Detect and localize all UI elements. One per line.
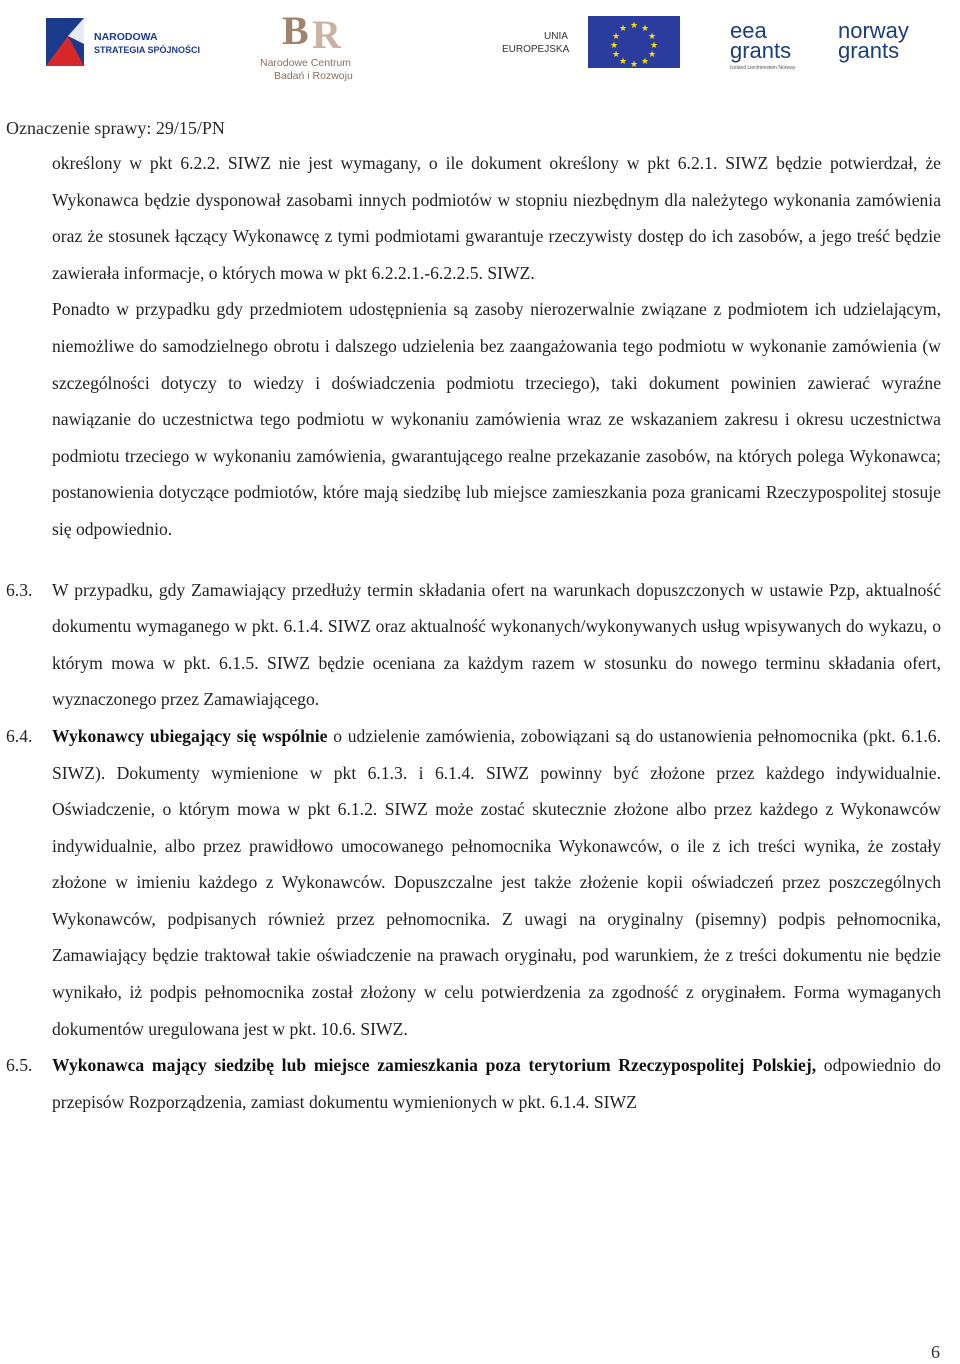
case-reference: Oznaczenie sprawy: 29/15/PN xyxy=(6,118,225,138)
eea-sub: Iceland Liechtenstein Norway xyxy=(730,65,796,71)
logo-header xyxy=(0,0,960,95)
norway-grants-logo xyxy=(836,16,956,72)
ue-line2: EUROPEJSKA xyxy=(502,44,570,55)
eu-logo xyxy=(498,14,682,70)
nsc-line2: STRATEGIA SPÓJNOŚCI xyxy=(94,45,201,55)
svg-text:★: ★ xyxy=(611,50,621,60)
section-text xyxy=(52,718,941,1047)
ue-line1: UNIA xyxy=(544,31,568,42)
spacer xyxy=(52,548,941,572)
section-lead-bold: Wykonawcy ubiegający się wspólnie xyxy=(52,725,328,746)
document-body xyxy=(6,145,941,1120)
norway-line2: grants xyxy=(838,38,900,63)
eea-line1: eea xyxy=(730,18,767,43)
section-6-4 xyxy=(6,718,941,1047)
section-body: odpowiednio do przepisów Rozporządzenia, zamiast dokumentu wymienionych w pkt. 6.1.4. SIWZ xyxy=(52,1055,941,1112)
svg-text:★: ★ xyxy=(647,50,657,60)
section-text: W przypadku, gdy Zamawiający przedłuży termin składania ofert na warunkach dopuszczonych w ustawie Pzp, aktualność dokumentu wymaganego w pkt. 6.1.4. SIWZ oraz aktualność wykonanych/wykonywanych usług wpisywanych do wykazu, o którym mowa w pkt. 6.1.5. SIWZ będzie oceniana za każdym razem w stosunku do nowego terminu składania ofert, wyznaczonego przez Zamawiającego. xyxy=(52,579,941,710)
svg-text:R: R xyxy=(312,12,341,57)
paragraph-continuation: określony w pkt 6.2.2. SIWZ nie jest wymagany, o ile dokument określony w pkt 6.2.1. SIWZ będzie potwierdzał, że Wykonawca będzie dysponował zasobami innych podmiotów w stopniu niezbędnym dla należytego wykonania zamówienia oraz że stosunek łączący Wykonawcę z tymi podmiotami gwarantuje rzeczywisty dostęp do ich zasobów, a jego treść będzie zawierała informacje, o których mowa w pkt 6.2.2.1.-6.2.2.5. SIWZ. xyxy=(52,153,941,283)
svg-text:★: ★ xyxy=(629,60,639,70)
svg-text:★: ★ xyxy=(649,41,659,51)
svg-text:★: ★ xyxy=(640,24,650,34)
svg-text:B: B xyxy=(282,8,309,53)
ncbr-line2: Badań i Rozwoju xyxy=(274,70,353,82)
section-number: 6.4. xyxy=(6,725,33,746)
svg-text:★: ★ xyxy=(647,32,657,42)
ncbr-logo xyxy=(254,4,394,84)
svg-text:★: ★ xyxy=(618,57,628,67)
eea-grants-logo xyxy=(728,16,824,72)
section-body: o udzielenie zamówienia, zobowiązani są do ustanowienia pełnomocnika (pkt. 6.1.6. SIWZ). Dokumenty wymienione w pkt 6.1.3. i 6.1.4. SIWZ powinny być złożone przez każdego indywidualnie. Oświadczenie, o którym mowa w pkt 6.1.2. SIWZ może zostać skutecznie złożone albo przez każdego z Wykonawców indywidualnie, albo przez prawidłowo umocowanego pełnomocnika Wykonawców, o ile z ich treści wynika, że zostały złożone w imieniu każdego z Wykonawców. Dopuszczalne jest także złożenie kopii oświadczeń przez poszczególnych Wykonawców, podpisanych również przez pełnomocnika. Z uwagi na oryginalny (pisemny) podpis pełnomocnika, Zamawiający będzie traktował takie oświadczenie na prawach oryginału, pod warunkiem, że z treści dokumentu nie będzie wynikało, iż podpis pełnomocnika został złożony w celu potwierdzenia za zgodność z oryginałem. Forma wymaganych dokumentów uregulowana jest w pkt. 10.6. SIWZ. xyxy=(52,725,941,1039)
section-number: 6.3. xyxy=(6,579,33,600)
ncbr-line1: Narodowe Centrum xyxy=(260,57,352,69)
nsc-line1: NARODOWA xyxy=(94,31,158,43)
section-lead-bold: Wykonawca mający siedzibę lub miejsce zamieszkania poza terytorium Rzeczypospolitej Polskiej, xyxy=(52,1055,817,1076)
eea-line2: grants xyxy=(730,38,792,63)
section-number: 6.5. xyxy=(6,1055,33,1076)
svg-text:★: ★ xyxy=(618,24,628,34)
section-text xyxy=(52,1047,941,1120)
svg-text:★: ★ xyxy=(629,21,639,31)
narodowa-strategia-spojnosci-logo xyxy=(44,14,214,70)
svg-text:★: ★ xyxy=(611,32,621,42)
section-6-3 xyxy=(6,572,941,718)
page-number: 6 xyxy=(931,1342,940,1362)
svg-text:★: ★ xyxy=(640,57,650,67)
norway-line1: norway xyxy=(838,18,909,43)
section-6-5 xyxy=(6,1047,941,1120)
svg-text:★: ★ xyxy=(609,41,619,51)
paragraph-additional-conditions: Ponadto w przypadku gdy przedmiotem udostępnienia są zasoby nierozerwalnie związane z podmiotem ich udzielającym, niemożliwe do samodzielnego obrotu i dalszego udzielenia bez zaangażowania tego podmiotu w wykonanie zamówienia (w szczególności dotyczy to wiedzy i doświadczenia podmiotu trzeciego), taki dokument powinien zawierać wyraźne nawiązanie do uczestnictwa tego podmiotu w wykonaniu zamówienia wraz ze wskazaniem zakresu i okresu uczestnictwa podmiotu trzeciego w wykonaniu zamówienia, gwarantującego realne przekazanie zasobów, na których polega Wykonawca; postanowienia dotyczące podmiotów, które mają siedzibę lub miejsce zamieszkania poza granicami Rzeczypospolitej stosuje się odpowiednio. xyxy=(52,299,941,539)
